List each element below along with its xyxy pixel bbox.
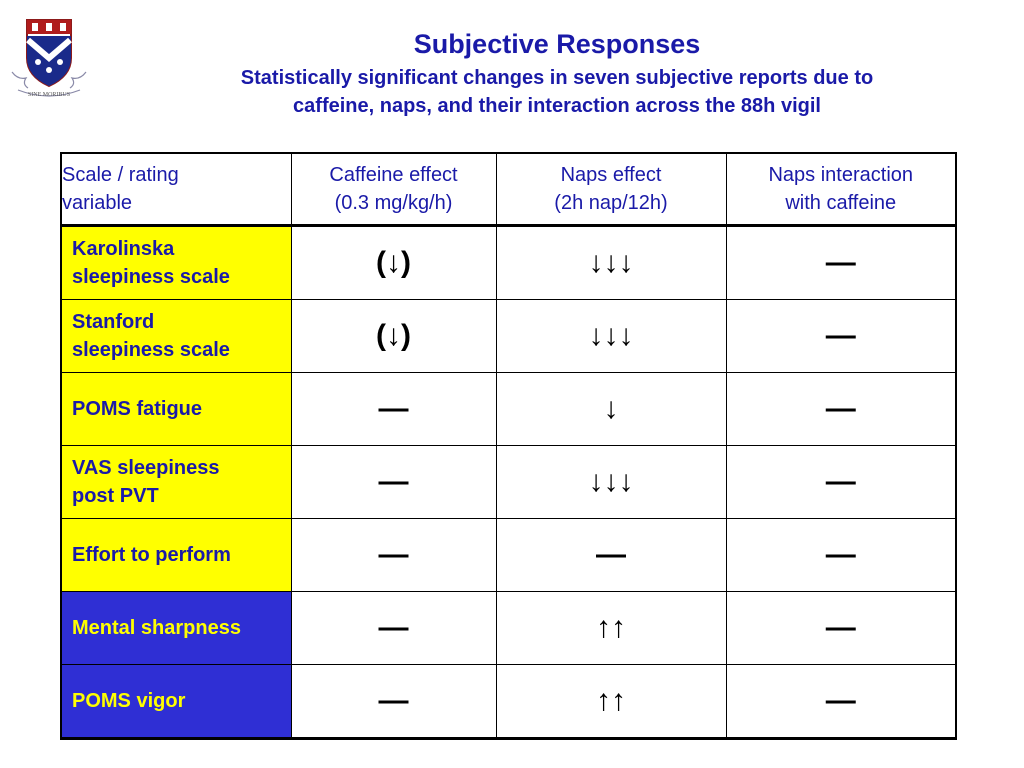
slide-title: Subjective Responses xyxy=(413,29,701,59)
row-label-text: post PVT xyxy=(72,485,159,507)
table-row xyxy=(61,665,956,739)
caffeine-effect-cell: — xyxy=(291,373,496,446)
header-text: (0.3 mg/kg/h) xyxy=(334,192,453,214)
interaction-cell: — xyxy=(726,373,956,446)
interaction-cell: — xyxy=(726,446,956,519)
header-text: Naps interaction xyxy=(768,164,914,186)
header-text: variable xyxy=(62,192,133,214)
table-row xyxy=(61,300,956,373)
row-label-text: Karolinska xyxy=(72,238,175,260)
table-header-row xyxy=(61,153,956,226)
row-label-text: Effort to perform xyxy=(72,544,231,566)
header-cell-naps xyxy=(496,153,726,226)
naps-effect-cell: ↓↓↓ xyxy=(496,446,726,519)
interaction-cell: — xyxy=(726,592,956,665)
naps-effect-cell: ↓↓↓ xyxy=(496,300,726,373)
naps-effect-cell: ↑↑ xyxy=(496,665,726,739)
interaction-cell: — xyxy=(726,665,956,739)
table-row xyxy=(61,519,956,592)
row-label-text: Stanford xyxy=(72,311,155,333)
naps-effect-cell: ↑↑ xyxy=(496,592,726,665)
svg-text:SINE MORIBUS: SINE MORIBUS xyxy=(27,92,71,98)
table-row xyxy=(61,446,956,519)
interaction-cell: — xyxy=(726,226,956,300)
naps-effect-cell: ↓ xyxy=(496,373,726,446)
row-label xyxy=(61,373,291,446)
interaction-cell: — xyxy=(726,300,956,373)
results-table xyxy=(60,152,957,740)
header-text: (2h nap/12h) xyxy=(554,192,668,214)
naps-effect-cell: — xyxy=(496,519,726,592)
caffeine-effect-cell: (↓) xyxy=(291,226,496,300)
row-label xyxy=(61,300,291,373)
header-cell-caffeine xyxy=(291,153,496,226)
caffeine-effect-cell: — xyxy=(291,519,496,592)
row-label-text: Mental sharpness xyxy=(72,617,241,639)
slide-subtitle xyxy=(90,64,1024,120)
row-label xyxy=(61,592,291,665)
subtitle-line: Statistically significant changes in seven subjective reports due to xyxy=(240,67,874,89)
slide-header xyxy=(90,28,1024,120)
row-label xyxy=(61,226,291,300)
caffeine-effect-cell: — xyxy=(291,446,496,519)
header-cell-scale xyxy=(61,153,291,226)
caffeine-effect-cell: — xyxy=(291,665,496,739)
header-text: Caffeine effect xyxy=(329,164,458,186)
row-label-text: POMS fatigue xyxy=(72,398,203,420)
header-text: with caffeine xyxy=(785,192,897,214)
row-label-text: sleepiness scale xyxy=(72,339,230,361)
table-row xyxy=(61,592,956,665)
naps-effect-cell: ↓↓↓ xyxy=(496,226,726,300)
header-text: Naps effect xyxy=(560,164,662,186)
table-row xyxy=(61,373,956,446)
row-label-text: sleepiness scale xyxy=(72,266,230,288)
row-label-text: POMS vigor xyxy=(72,690,186,712)
caffeine-effect-cell: — xyxy=(291,592,496,665)
row-label xyxy=(61,446,291,519)
row-label-text: VAS sleepiness xyxy=(72,457,220,479)
row-label xyxy=(61,519,291,592)
interaction-cell: — xyxy=(726,519,956,592)
table-row xyxy=(61,226,956,300)
header-cell-interaction xyxy=(726,153,956,226)
row-label xyxy=(61,665,291,739)
subtitle-line: caffeine, naps, and their interaction across the 88h vigil xyxy=(293,95,821,117)
caffeine-effect-cell: (↓) xyxy=(291,300,496,373)
university-seal-logo xyxy=(8,14,90,98)
header-text: Scale / rating xyxy=(62,164,179,186)
